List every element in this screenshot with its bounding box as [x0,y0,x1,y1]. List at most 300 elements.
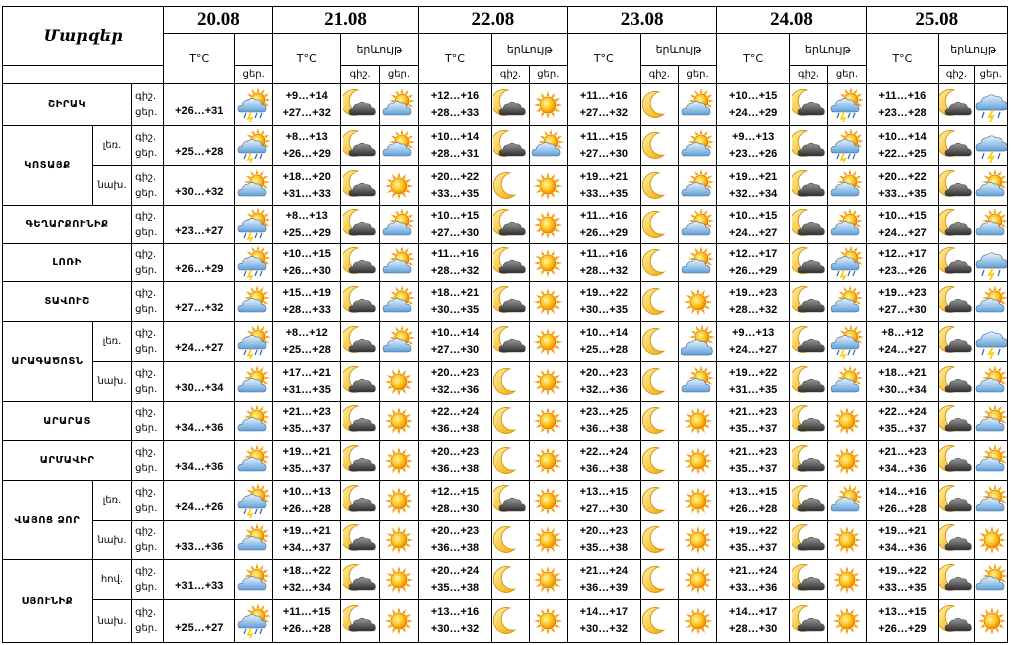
time-of-day-labels [132,521,164,560]
moon-cloud-icon [789,600,827,643]
temperature-range [567,206,640,244]
subregion-label: լեռ. [92,322,131,362]
day-temperature [164,441,235,481]
temperature-range [866,441,939,481]
night-temp: +19…+21 [728,170,778,183]
night-temp: +20…+22 [878,170,927,183]
day-temperature [164,206,235,244]
sun-icon [380,600,418,643]
sun-icon [678,402,716,441]
day-temp: +35…+37 [282,423,331,435]
night-temp: +14…+16 [878,485,927,498]
day-temp: +24…+27 [878,226,927,239]
sun-icon [828,600,866,643]
time-of-day-labels [132,441,164,481]
night-label: գիշ. [135,131,157,143]
sun-cloud-icon [828,362,866,402]
temperature-range [717,244,790,282]
date-header: 23.08 [567,7,716,34]
sun-cloud-rain-icon [235,244,273,282]
day-header: ցեր. [974,66,1007,84]
night-temp: +21…+23 [878,445,927,458]
moon-cloud-icon [492,84,529,126]
moon-cloud-icon [789,481,827,521]
day-temp: +22…+25 [878,147,927,160]
moon-icon [492,441,529,481]
day-temp: +30…+32 [430,623,480,635]
region-name: ՏԱՎՈՒՇ [3,282,132,322]
day-temp: +27…+32 [579,106,628,119]
day-temp: +24…+27 [175,342,224,354]
sun-cloud-icon [235,521,273,560]
day-temperature [164,402,235,441]
sun-icon [529,560,567,600]
night-label: գիշ. [135,367,157,379]
sun-cloud-rain-icon [235,600,273,643]
night-label: գիշ. [135,248,157,260]
sun-icon [529,244,567,282]
sun-cloud-icon [974,402,1007,441]
table-row [3,560,1008,600]
sun-cloud-icon [974,362,1007,402]
night-temp: +22…+24 [579,445,628,458]
moon-cloud-icon [789,206,827,244]
moon-icon [492,362,529,402]
night-temp: +17…+21 [282,366,331,379]
temperature-range [273,560,341,600]
moon-cloud-icon [939,600,974,643]
day-temp: +35…+38 [579,542,628,554]
moon-cloud-icon [789,560,827,600]
sun-cloud-icon [828,481,866,521]
temperature-range [866,244,939,282]
day-temp: +24…+27 [728,226,778,239]
moon-cloud-icon [492,206,529,244]
night-label: գիշ. [135,287,157,299]
day-temp: +36…+38 [430,462,480,475]
day-temp: +36…+38 [430,423,480,435]
night-label: գիշ. [135,526,157,537]
phenomenon-header: երևույթ [939,34,1008,66]
sun-icon [678,521,716,560]
day-temp: +26…+28 [282,502,331,515]
sun-icon [380,441,418,481]
day-temp: +26…+28 [282,623,331,635]
day-temp: +31…+33 [175,580,224,592]
temperature-range [273,244,341,282]
night-temp: +13…+15 [878,606,927,618]
night-temp: +19…+23 [728,286,778,299]
day-header: ցեր. [828,66,866,84]
night-temp: +20…+23 [430,445,480,458]
temperature-range [273,282,341,322]
moon-cloud-icon [340,600,379,643]
table-row [3,84,1008,126]
sun-cloud-icon [380,84,418,126]
day-temp: +26…+29 [878,623,927,635]
day-temp: +33…+35 [430,187,480,200]
temperature-range [567,481,640,521]
moon-cloud-icon [939,126,974,166]
phenomenon-header: երևույթ [789,34,866,66]
day-temp: +35…+37 [728,462,778,475]
temp-header: T°C [717,34,790,84]
night-temp: +18…+20 [282,170,331,183]
day-label: ցեր. [135,343,158,355]
day-label: ցեր. [135,542,158,553]
sun-icon [529,600,567,643]
temperature-range [866,206,939,244]
moon-cloud-icon [939,166,974,206]
temp-header: T°C [418,34,492,84]
moon-cloud-icon [340,206,379,244]
moon-cloud-icon [939,362,974,402]
subregion-label: նախ. [92,166,131,206]
temperature-range [567,322,640,362]
temperature-range [717,166,790,206]
temperature-range [717,481,790,521]
time-of-day-labels [132,126,164,166]
table-row [3,322,1008,362]
subregion-label: նախ. [92,521,131,560]
night-temp: +13…+15 [579,485,628,498]
night-temp: +18…+22 [282,564,331,577]
table-row [3,402,1008,441]
temperature-range [567,126,640,166]
sun-cloud-icon [828,206,866,244]
sun-cloud-rain-icon [828,84,866,126]
day-temp: +35…+37 [728,423,778,435]
day-temp: +25…+29 [282,226,331,239]
moon-icon [640,441,678,481]
moon-cloud-icon [492,481,529,521]
day-temp: +34…+36 [878,542,927,554]
night-temp: +10…+15 [728,89,778,102]
day-temp: +23…+28 [878,106,927,119]
moon-cloud-icon [492,244,529,282]
day-temperature [164,126,235,166]
sun-icon [828,560,866,600]
day-temp: +30…+32 [175,186,224,198]
moon-cloud-icon [939,322,974,362]
day-temp: +28…+32 [728,303,778,316]
sun-icon [678,441,716,481]
night-temp: +8…+13 [285,130,328,143]
sun-cloud-rain-icon [235,206,273,244]
temperature-range [418,126,492,166]
day-temp: +36…+39 [579,581,628,594]
day-temp: +32…+36 [430,383,480,396]
day-temp: +30…+34 [175,382,224,394]
sun-icon [974,600,1007,643]
moon-cloud-icon [789,244,827,282]
night-temp: +9…+13 [732,326,775,339]
night-temp: +18…+21 [878,366,927,379]
sun-cloud-icon [380,282,418,322]
temperature-range [717,521,790,560]
day-temp: +28…+33 [430,106,480,119]
sun-cloud-icon [235,560,273,600]
day-temp: +26…+31 [175,105,224,117]
time-of-day-labels [132,362,164,402]
temperature-range [273,600,341,643]
moon-cloud-icon [939,560,974,600]
time-of-day-labels [132,322,164,362]
temperature-range [418,244,492,282]
moon-cloud-icon [939,84,974,126]
day-temp: +26…+29 [728,264,778,277]
night-temp: +8…+12 [285,326,328,339]
subregion-label: նախ. [92,362,131,402]
temperature-range [717,560,790,600]
time-of-day-labels [132,166,164,206]
moon-cloud-icon [340,244,379,282]
moon-icon [640,481,678,521]
sun-icon [678,282,716,322]
sun-icon [828,521,866,560]
night-temp: +19…+21 [282,525,331,537]
sun-cloud-rain-icon [828,126,866,166]
day-label: ցեր. [135,502,158,514]
temperature-range [567,244,640,282]
day-temperature [164,322,235,362]
table-row [3,481,1008,521]
moon-cloud-icon [939,282,974,322]
temperature-range [717,600,790,643]
table-row [3,282,1008,322]
night-temp: +12…+15 [430,485,480,498]
moon-cloud-icon [789,322,827,362]
moon-icon [640,84,678,126]
sun-cloud-icon [380,206,418,244]
temperature-range [717,282,790,322]
temperature-range [866,600,939,643]
temperature-range [866,126,939,166]
night-label: գիշ. [135,90,157,102]
subregion-label: նախ. [92,600,131,643]
moon-cloud-icon [492,322,529,362]
day-temp: +36…+38 [579,462,628,475]
night-label: գիշ. [135,327,157,339]
day-label: ցեր. [135,187,158,199]
temperature-range [866,560,939,600]
night-temp: +20…+23 [430,366,480,379]
time-of-day-labels [132,481,164,521]
night-temp: +11…+16 [579,209,628,222]
temperature-range [567,560,640,600]
temperature-range [717,206,790,244]
night-header: գիշ. [340,66,379,84]
day-header: ցեր. [678,66,716,84]
day-temp: +32…+34 [728,187,778,200]
night-temp: +21…+23 [728,445,778,458]
day-temp: +27…+32 [175,302,224,314]
temperature-range [717,441,790,481]
day-temp: +34…+36 [175,421,224,434]
region-name: ՇԻՐԱԿ [3,84,132,126]
night-temp: +14…+17 [728,606,778,618]
night-temp: +21…+23 [728,406,778,418]
temperature-range [567,84,640,126]
night-temp: +19…+22 [878,564,927,577]
table-row [3,441,1008,481]
sun-cloud-icon [380,322,418,362]
sun-icon [529,362,567,402]
night-temp: +11…+15 [579,130,628,143]
day-header: ցեր. [380,66,418,84]
moon-cloud-icon [789,402,827,441]
night-label: գիշ. [135,446,157,458]
sun-cloud-icon [678,126,716,166]
night-temp: +11…+16 [878,89,927,102]
sun-cloud-rain-icon [828,322,866,362]
moon-icon [640,362,678,402]
sun-cloud-icon [380,126,418,166]
day-temp: +27…+32 [282,106,331,119]
date-header: 21.08 [273,7,418,34]
sun-icon [380,560,418,600]
day-temp: +32…+36 [579,383,628,396]
temperature-range [866,521,939,560]
moon-cloud-icon [340,560,379,600]
region-name: ԱՐԱԳԱԾՈՏՆ [3,322,93,402]
temperature-range [866,481,939,521]
day-label: ցեր. [135,147,158,159]
day-temp: +30…+35 [579,303,628,316]
sun-icon [529,521,567,560]
temperature-range [418,84,492,126]
moon-cloud-icon [939,441,974,481]
sun-icon [529,481,567,521]
date-header: 25.08 [866,7,1007,34]
forecast-table [2,6,1008,643]
night-temp: +13…+16 [430,606,480,618]
moon-cloud-icon [789,521,827,560]
time-of-day-labels [132,600,164,643]
sun-cloud-icon [678,244,716,282]
temperature-range [273,126,341,166]
night-temp: +23…+25 [579,406,628,418]
temperature-range [866,322,939,362]
night-temp: +10…+15 [282,247,331,260]
night-label: գիշ. [135,607,157,618]
night-temp: +20…+23 [579,366,628,379]
night-temp: +20…+24 [430,564,480,577]
table-row [3,166,1008,206]
sun-icon [380,166,418,206]
moon-icon [492,166,529,206]
cloud-storm-icon [974,126,1007,166]
moon-cloud-icon [939,521,974,560]
moon-cloud-icon [789,362,827,402]
moon-cloud-icon [340,126,379,166]
day-temp: +28…+33 [282,303,331,316]
moon-icon [640,244,678,282]
day-header: ցեր. [529,66,567,84]
night-header: գիշ. [939,66,974,84]
sun-icon [380,521,418,560]
day-temperature [164,282,235,322]
sun-cloud-icon [380,244,418,282]
temperature-range [418,206,492,244]
moon-cloud-icon [340,481,379,521]
time-of-day-labels [132,206,164,244]
time-of-day-labels [132,402,164,441]
date-header: 20.08 [164,7,273,34]
moon-icon [492,600,529,643]
sun-cloud-icon [529,126,567,166]
temperature-range [717,84,790,126]
temperature-range [273,206,341,244]
moon-cloud-icon [789,441,827,481]
night-temp: +8…+12 [881,326,924,339]
night-temp: +19…+23 [878,286,927,299]
night-header: գիշ. [492,66,529,84]
night-label: գիշ. [135,565,157,577]
day-temp: +31…+33 [282,187,331,200]
region-name: ԳԵՂԱՐՔՈՒՆԻՔ [3,206,132,244]
moon-icon [492,560,529,600]
temperature-range [567,166,640,206]
day-label: ցեր. [135,623,158,634]
day-temp: +34…+37 [282,542,331,554]
temperature-range [273,481,341,521]
phenomenon-header: երևույթ [340,34,418,66]
moon-cloud-icon [340,282,379,322]
night-temp: +19…+22 [728,525,778,537]
date-header: 22.08 [418,7,567,34]
subregion-label: լեռ. [92,126,131,166]
sun-cloud-icon [235,166,273,206]
day-temp: +28…+32 [579,264,628,277]
sun-cloud-icon [235,282,273,322]
table-row [3,600,1008,643]
phenomenon-header-empty [235,34,273,66]
night-temp: +19…+21 [579,170,628,183]
temperature-range [273,322,341,362]
cloud-storm-icon [974,322,1007,362]
night-temp: +10…+13 [282,485,331,498]
table-row [3,362,1008,402]
sun-cloud-icon [974,166,1007,206]
day-temp: +26…+29 [579,226,628,239]
temperature-range [418,441,492,481]
temperature-range [418,481,492,521]
night-temp: +21…+24 [579,564,628,577]
sun-cloud-icon [235,402,273,441]
night-temp: +10…+14 [878,130,927,143]
cloud-sun-icon [678,322,716,362]
moon-cloud-icon [340,441,379,481]
moon-icon [640,166,678,206]
moon-cloud-icon [340,84,379,126]
temperature-range [273,84,341,126]
night-temp: +20…+22 [430,170,480,183]
moon-icon [640,560,678,600]
sun-icon [380,481,418,521]
temperature-range [866,84,939,126]
moon-icon [640,402,678,441]
day-temp: +28…+30 [430,502,480,515]
temp-header: T°C [273,34,341,84]
moon-icon [640,282,678,322]
temperature-range [567,402,640,441]
sun-icon [529,441,567,481]
temperature-range [418,521,492,560]
sun-icon [828,441,866,481]
day-temp: +25…+28 [175,146,224,158]
temperature-range [717,322,790,362]
